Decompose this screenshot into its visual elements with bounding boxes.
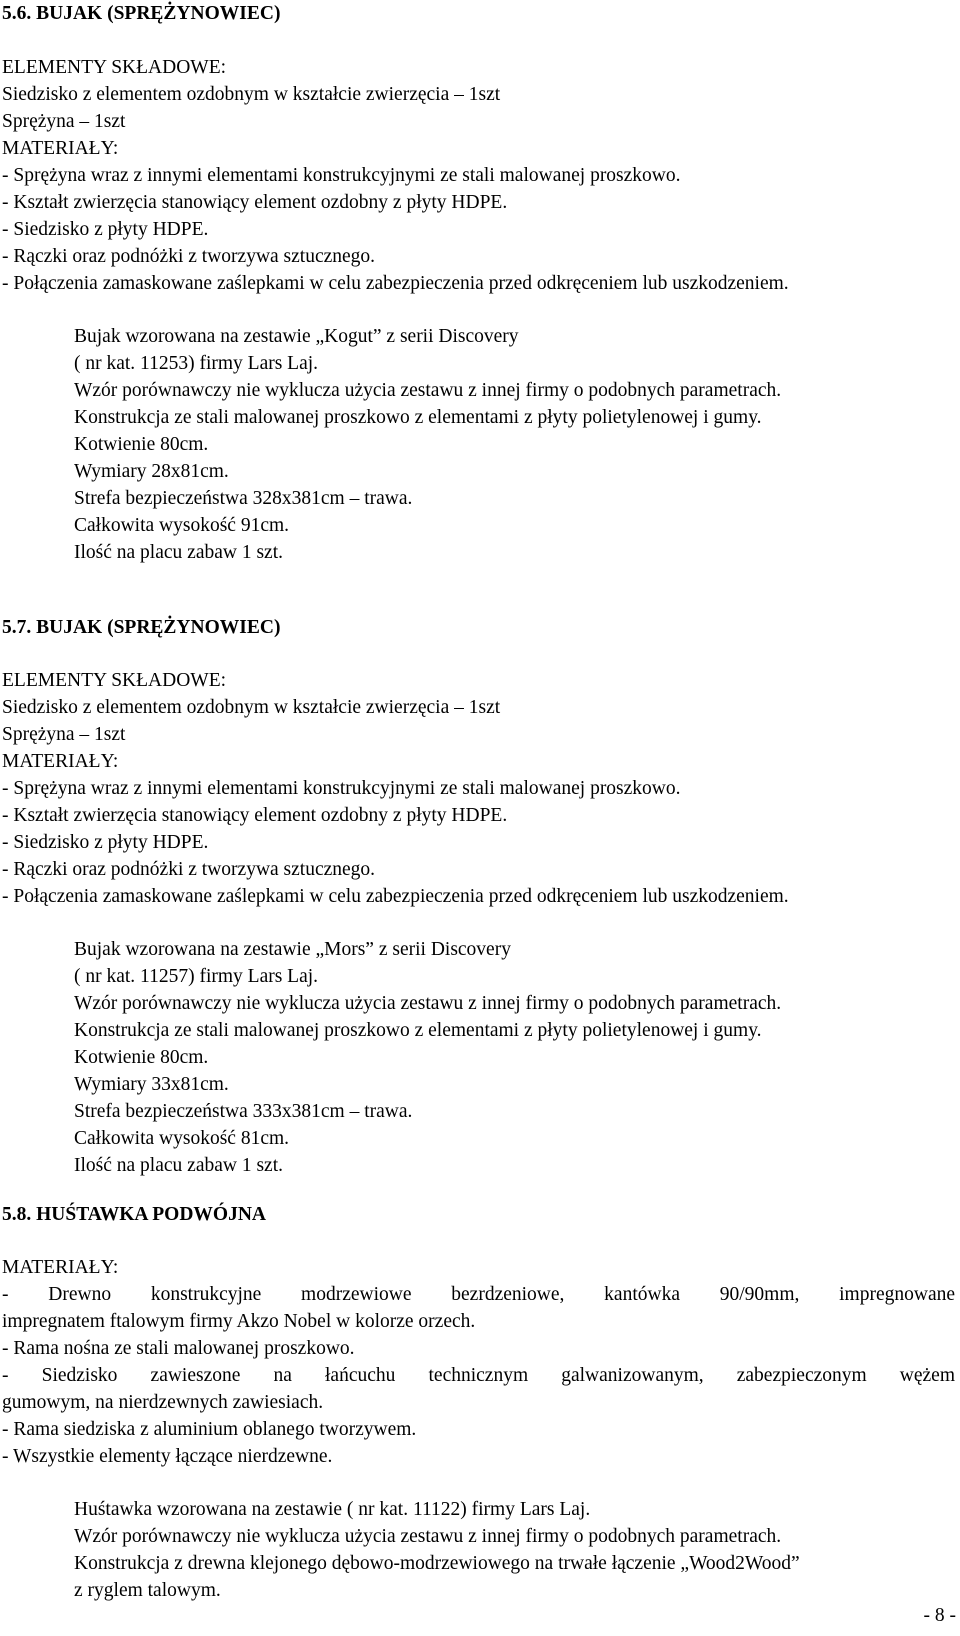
note-line: Wzór porównawczy nie wyklucza użycia zestawu z innej firmy o podobnych parametrach. — [74, 380, 782, 401]
note-line: Huśtawka wzorowana na zestawie ( nr kat. 11122) firmy Lars Laj. — [74, 1499, 591, 1520]
material-item: - Sprężyna wraz z innymi elementami konstrukcyjnymi ze stali malowanej proszkowo. — [2, 778, 681, 799]
note-line: ( nr kat. 11253) firmy Lars Laj. — [74, 353, 319, 374]
components-heading: ELEMENTY SKŁADOWE: — [2, 57, 227, 78]
note-line: Wymiary 33x81cm. — [74, 1074, 229, 1095]
note-line: Konstrukcja ze stali malowanej proszkowo z elementami z płyty polietylenowej i gumy. — [74, 1020, 762, 1041]
note-line: Ilość na placu zabaw 1 szt. — [74, 1155, 283, 1176]
components-heading: ELEMENTY SKŁADOWE: — [2, 670, 227, 691]
material-item: - Siedzisko zawieszone na łańcuchu technicznym galwanizowanym, zabezpieczonym wężem — [2, 1365, 955, 1386]
materials-heading: MATERIAŁY: — [2, 1257, 119, 1278]
material-item: - Siedzisko z płyty HDPE. — [2, 219, 209, 240]
note-line: Konstrukcja ze stali malowanej proszkowo z elementami z płyty polietylenowej i gumy. — [74, 407, 762, 428]
section-title: 5.8. HUŚTAWKA PODWÓJNA — [2, 1204, 266, 1225]
material-item: impregnatem ftalowym firmy Akzo Nobel w kolorze orzech. — [2, 1311, 476, 1332]
materials-heading: MATERIAŁY: — [2, 138, 119, 159]
material-item: - Połączenia zamaskowane zaślepkami w celu zabezpieczenia przed odkręceniem lub uszkodzeniem. — [2, 273, 789, 294]
note-line: ( nr kat. 11257) firmy Lars Laj. — [74, 966, 319, 987]
note-line: Bujak wzorowana na zestawie „Kogut” z serii Discovery — [74, 326, 519, 347]
component-item: Siedzisko z elementem ozdobnym w kształcie zwierzęcia – 1szt — [2, 697, 501, 718]
material-item: - Rączki oraz podnóżki z tworzywa sztucznego. — [2, 859, 376, 880]
note-line: Wzór porównawczy nie wyklucza użycia zestawu z innej firmy o podobnych parametrach. — [74, 993, 782, 1014]
material-item: - Rączki oraz podnóżki z tworzywa sztucznego. — [2, 246, 376, 267]
note-line: Całkowita wysokość 91cm. — [74, 515, 290, 536]
note-line: Ilość na placu zabaw 1 szt. — [74, 542, 283, 563]
material-item: - Wszystkie elementy łączące nierdzewne. — [2, 1446, 333, 1467]
material-item: - Rama siedziska z aluminium oblanego tworzywem. — [2, 1419, 417, 1440]
material-item: - Kształt zwierzęcia stanowiący element ozdobny z płyty HDPE. — [2, 192, 508, 213]
material-item: - Drewno konstrukcyjne modrzewiowe bezrdzeniowe, kantówka 90/90mm, impregnowane — [2, 1284, 955, 1305]
page-number: - 8 - — [923, 1605, 956, 1626]
note-line: Konstrukcja z drewna klejonego dębowo-modrzewiowego na trwałe łączenie „Wood2Wood” — [74, 1553, 800, 1574]
component-item: Sprężyna – 1szt — [2, 724, 126, 745]
note-line: Strefa bezpieczeństwa 333x381cm – trawa. — [74, 1101, 413, 1122]
component-item: Sprężyna – 1szt — [2, 111, 126, 132]
material-item: - Połączenia zamaskowane zaślepkami w celu zabezpieczenia przed odkręceniem lub uszkodzeniem. — [2, 886, 789, 907]
component-item: Siedzisko z elementem ozdobnym w kształcie zwierzęcia – 1szt — [2, 84, 501, 105]
section-title: 5.7. BUJAK (SPRĘŻYNOWIEC) — [2, 617, 281, 638]
note-line: Bujak wzorowana na zestawie „Mors” z serii Discovery — [74, 939, 511, 960]
materials-heading: MATERIAŁY: — [2, 751, 119, 772]
note-line: Wymiary 28x81cm. — [74, 461, 229, 482]
note-line: Całkowita wysokość 81cm. — [74, 1128, 290, 1149]
material-item: gumowym, na nierdzewnych zawiesiach. — [2, 1392, 324, 1413]
note-line: Wzór porównawczy nie wyklucza użycia zestawu z innej firmy o podobnych parametrach. — [74, 1526, 782, 1547]
note-line: z ryglem talowym. — [74, 1580, 221, 1601]
section-title: 5.6. BUJAK (SPRĘŻYNOWIEC) — [2, 3, 281, 24]
material-item: - Sprężyna wraz z innymi elementami konstrukcyjnymi ze stali malowanej proszkowo. — [2, 165, 681, 186]
material-item: - Kształt zwierzęcia stanowiący element ozdobny z płyty HDPE. — [2, 805, 508, 826]
note-line: Strefa bezpieczeństwa 328x381cm – trawa. — [74, 488, 413, 509]
material-item: - Rama nośna ze stali malowanej proszkowo. — [2, 1338, 355, 1359]
note-line: Kotwienie 80cm. — [74, 434, 209, 455]
note-line: Kotwienie 80cm. — [74, 1047, 209, 1068]
material-item: - Siedzisko z płyty HDPE. — [2, 832, 209, 853]
